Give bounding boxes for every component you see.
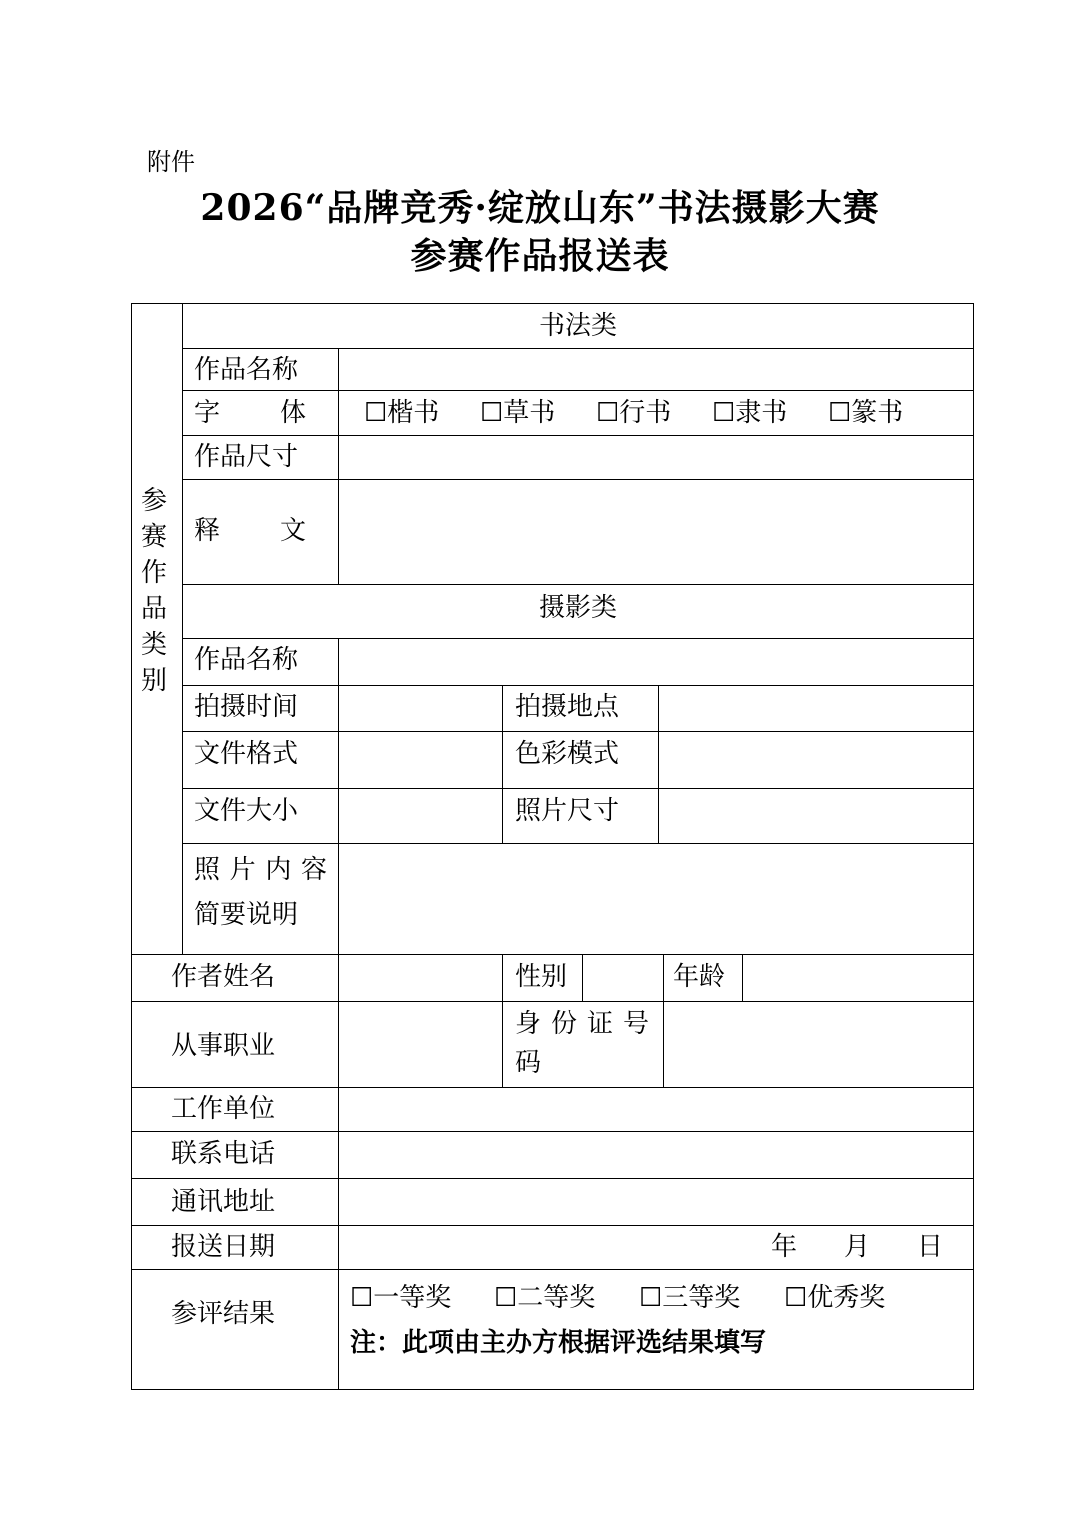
photography-work-name-label: 作品名称 [194, 645, 299, 675]
occupation-label: 从事职业 [171, 1031, 276, 1061]
side-label-char: 别 [140, 666, 167, 696]
id-number-label-line1: 身 份 证 号 [515, 1009, 649, 1039]
calligraphy-section-title: 书法类 [538, 311, 617, 341]
id-number-label-line2: 码 [515, 1048, 542, 1078]
gender-label: 性别 [515, 962, 568, 992]
photo-description-label-line1: 照 片 内 容 [194, 855, 327, 885]
side-label-char: 类 [140, 630, 167, 660]
attachment-label: 附件 [147, 148, 195, 176]
side-label-char: 赛 [140, 522, 167, 552]
award-first-prize-checkbox[interactable]: ☐一等奖 [350, 1283, 452, 1313]
photography-section-title: 摄影类 [538, 593, 617, 623]
age-label: 年龄 [673, 962, 726, 992]
script-option-kaishu-checkbox[interactable]: ☐楷书 [364, 398, 440, 428]
side-label-char: 品 [140, 594, 167, 624]
award-third-prize-checkbox[interactable]: ☐三等奖 [639, 1283, 741, 1313]
award-excellence-checkbox[interactable]: ☐优秀奖 [784, 1283, 886, 1313]
page-subtitle: 参赛作品报送表 [410, 235, 670, 277]
file-format-label: 文件格式 [194, 739, 299, 769]
calligraphy-work-name-label: 作品名称 [194, 355, 299, 385]
entry-form-table [131, 303, 974, 1390]
file-size-label: 文件大小 [194, 796, 299, 826]
author-name-label: 作者姓名 [171, 962, 276, 992]
result-note: 注：此项由主办方根据评选结果填写 [350, 1328, 767, 1358]
entry-category-side-label [137, 483, 171, 699]
date-month-unit: 月 [844, 1232, 871, 1262]
script-option-caoshu-checkbox[interactable]: ☐草书 [480, 398, 556, 428]
award-second-prize-checkbox[interactable]: ☐二等奖 [494, 1283, 596, 1313]
color-mode-label: 色彩模式 [515, 739, 620, 769]
date-year-unit: 年 [771, 1232, 798, 1262]
side-label-char: 作 [140, 558, 167, 588]
submission-date-label: 报送日期 [171, 1232, 276, 1262]
photo-description-label-line2: 简要说明 [194, 900, 299, 930]
script-option-lishu-checkbox[interactable]: ☐隶书 [712, 398, 788, 428]
side-label-char: 参 [140, 486, 167, 516]
phone-label: 联系电话 [171, 1139, 276, 1169]
calligraphy-size-label: 作品尺寸 [194, 442, 299, 472]
photo-size-label: 照片尺寸 [515, 796, 620, 826]
calligraphy-transcription-label: 释 文 [194, 516, 306, 546]
shoot-time-label: 拍摄时间 [194, 692, 299, 722]
address-label: 通讯地址 [171, 1187, 276, 1217]
evaluation-result-label: 参评结果 [171, 1299, 276, 1329]
employer-label: 工作单位 [171, 1094, 276, 1124]
script-option-xingshu-checkbox[interactable]: ☐行书 [596, 398, 672, 428]
page-title: 2026“品牌竞秀·绽放山东”书法摄影大赛 [200, 187, 880, 229]
calligraphy-script-label: 字 体 [194, 398, 306, 428]
script-option-zhuanshu-checkbox[interactable]: ☐篆书 [828, 398, 904, 428]
shoot-place-label: 拍摄地点 [515, 692, 620, 722]
date-day-unit: 日 [917, 1232, 944, 1262]
